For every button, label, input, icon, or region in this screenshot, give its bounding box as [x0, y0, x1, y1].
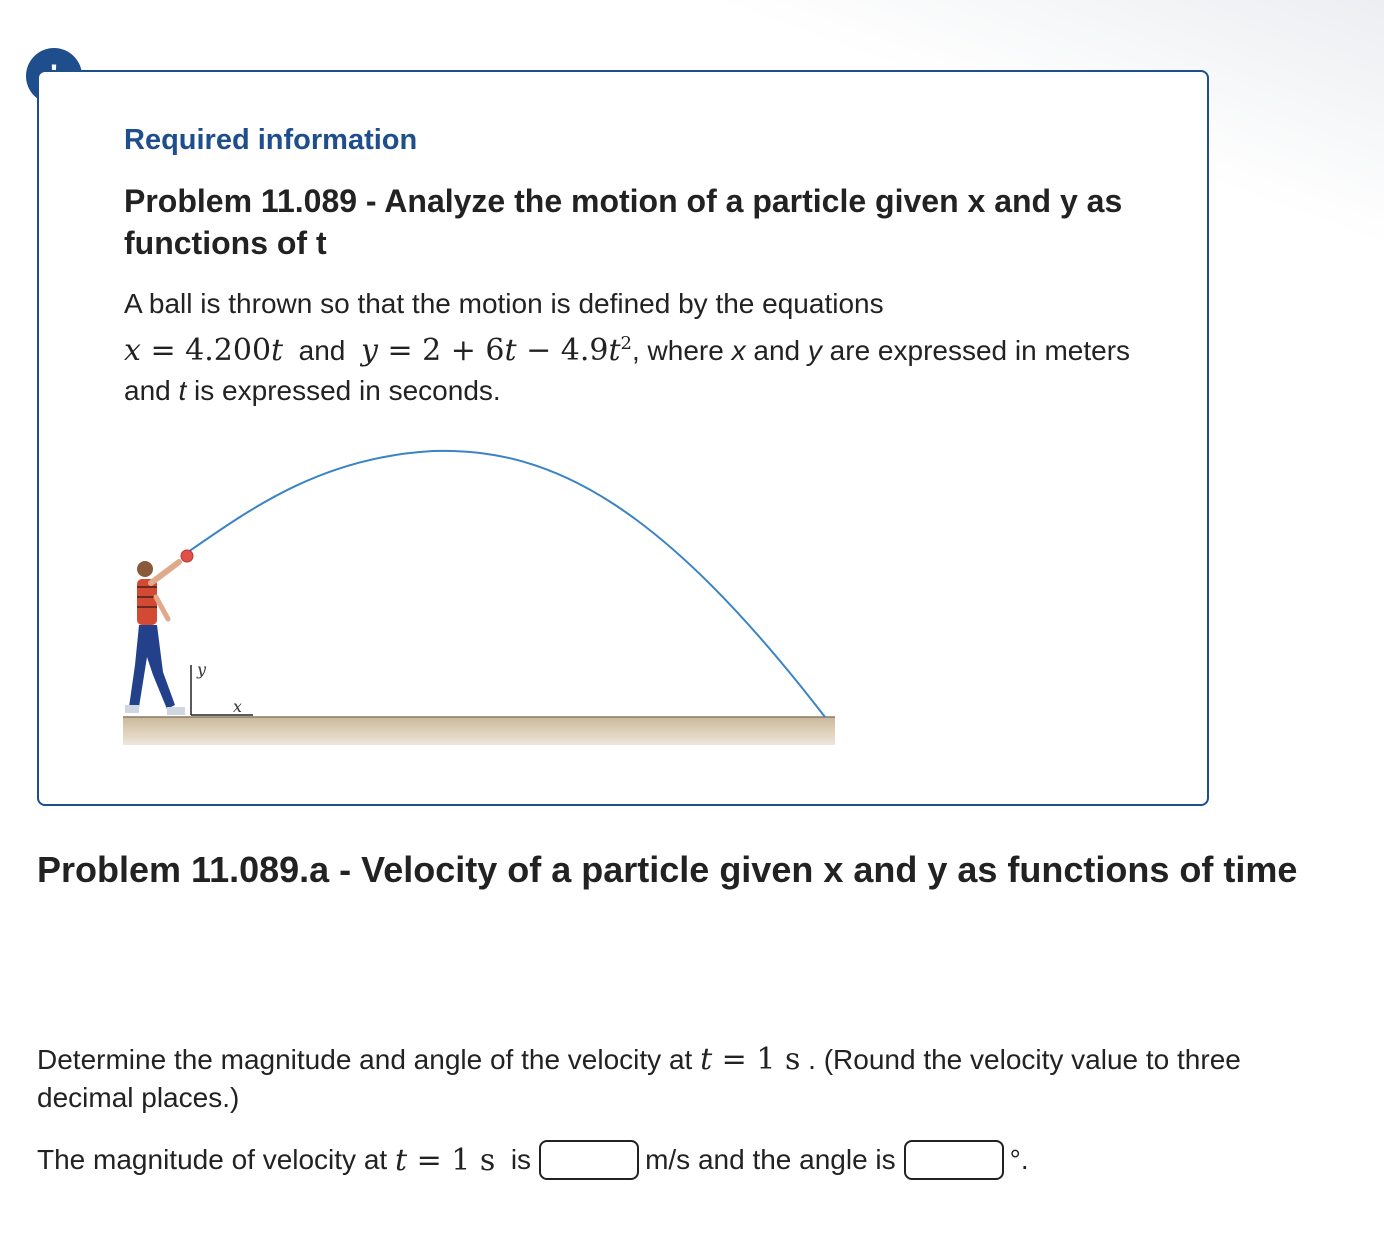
question-text: Determine the magnitude and angle of the velocity at t = 1 s . (Round the velocity value to three decimal places.) [37, 1042, 1241, 1113]
text-and: and [298, 335, 346, 366]
equation-y: $y = 2 + 6t - 4.9t^2$ [360, 333, 632, 368]
axis-y-label: y [197, 660, 207, 679]
axis-x-label: x [233, 697, 243, 716]
ball [181, 550, 193, 562]
velocity-magnitude-input[interactable] [539, 1140, 639, 1180]
required-information-heading: Required information [124, 124, 418, 156]
subproblem-title: Problem 11.089.a - Velocity of a particle given x and y as functions of time [37, 849, 1298, 890]
problem-description: A ball is thrown so that the motion is defined by the equations x = 4.200t and $y = 2 + 6t - 4.9t^2$, where x and y are expressed in meters and t is expressed in seconds. [124, 288, 1131, 406]
thrower-figure [125, 561, 185, 715]
answer-row: The magnitude of velocity at t = 1 s is m/s and the angle is °. [37, 1137, 1029, 1183]
axes-icon [191, 660, 253, 716]
problem-text-intro: A ball is thrown so that the motion is defined by the equations [124, 288, 884, 319]
problem-title: Problem 11.089 - Analyze the motion of a particle given x and y as functions of t [124, 183, 1123, 261]
required-information-box [37, 70, 1209, 806]
equation-x: x = 4.200t [124, 333, 284, 368]
velocity-angle-input[interactable] [904, 1140, 1004, 1180]
trajectory-curve [188, 451, 825, 717]
trajectory-figure [123, 427, 839, 747]
ground [123, 717, 835, 745]
